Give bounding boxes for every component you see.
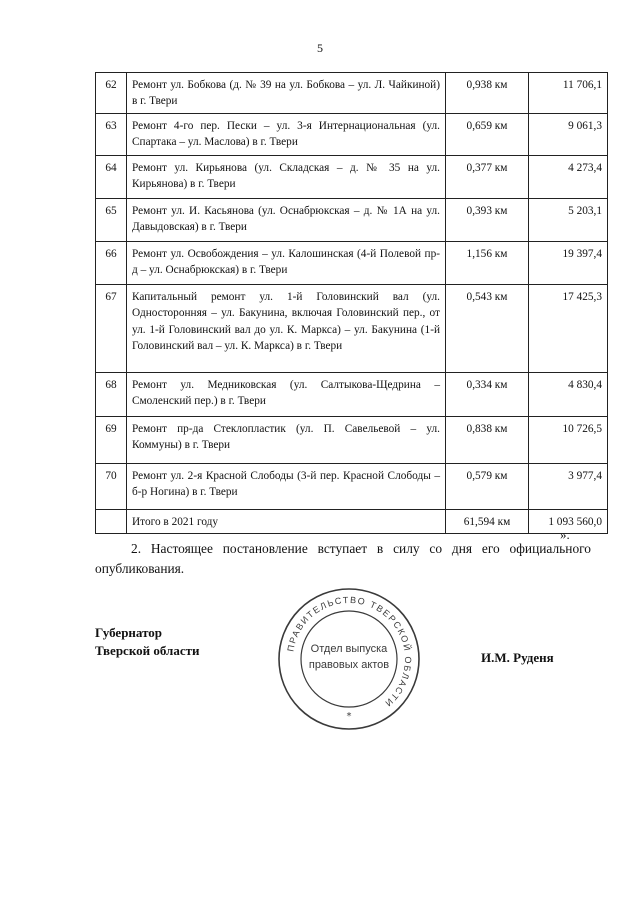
row-length: 1,156 км — [446, 241, 529, 284]
row-description: Ремонт ул. Кирьянова (ул. Складская – д. № 35 на ул. Кирьянова) в г. Твери — [127, 155, 446, 198]
official-stamp — [276, 586, 422, 732]
total-label: Итого в 2021 году — [127, 509, 446, 533]
row-number: 68 — [96, 372, 127, 416]
stamp-line-2: правовых актов — [308, 659, 390, 671]
total-empty-cell — [96, 509, 127, 533]
table-row — [96, 113, 608, 155]
table-row — [96, 73, 608, 114]
total-amount: 1 093 560,0 — [529, 509, 608, 533]
row-number: 67 — [96, 284, 127, 372]
row-number: 64 — [96, 155, 127, 198]
row-length: 0,838 км — [446, 416, 529, 463]
row-number: 62 — [96, 73, 127, 114]
row-description: Ремонт ул. Медниковская (ул. Салтыкова-Щедрина – Смоленский пер.) в г. Твери — [127, 372, 446, 416]
row-length: 0,543 км — [446, 284, 529, 372]
row-description: Ремонт пр-да Стеклопластик (ул. П. Савельевой – ул. Коммуны) в г. Твери — [127, 416, 446, 463]
row-amount: 9 061,3 — [529, 113, 608, 155]
row-length: 0,334 км — [446, 372, 529, 416]
signatory-name: И.М. Руденя — [481, 650, 554, 665]
works-table — [95, 72, 608, 534]
row-amount: 4 273,4 — [529, 155, 608, 198]
row-number: 63 — [96, 113, 127, 155]
position-line-1: Губернатор — [95, 625, 163, 640]
row-number: 69 — [96, 416, 127, 463]
effective-date-paragraph: 2. Настоящее постановление вступает в силу со дня его официального опубликования. — [95, 541, 591, 576]
table-row — [96, 284, 608, 372]
row-description: Ремонт ул. Бобкова (д. № 39 на ул. Бобкова – ул. Л. Чайкиной) в г. Твери — [127, 73, 446, 114]
row-amount: 10 726,5 — [529, 416, 608, 463]
row-description: Ремонт 4-го пер. Пески – ул. 3-я Интернациональная (ул. Спартака – ул. Маслова) в г. Твери — [127, 113, 446, 155]
row-description: Ремонт ул. Освобождения – ул. Калошинская (4-й Полевой пр-д – ул. Оснабрюкская) в г. Твери — [127, 241, 446, 284]
table-row — [96, 416, 608, 463]
table-row — [96, 463, 608, 509]
row-description: Ремонт ул. 2-я Красной Слободы (3-й пер. Красной Слободы – б-р Ногина) в г. Твери — [127, 463, 446, 509]
row-description: Капитальный ремонт ул. 1-й Головинский вал (ул. Односторонняя – ул. Бакунина, включая Головинский пер., от ул. 1-й Головинский вал до ул. К. Маркса) – ул. Бакунина (1-й Головинский вал – ул. К. Маркса) в г. Твери — [127, 284, 446, 372]
row-amount: 17 425,3 — [529, 284, 608, 372]
row-description: Ремонт ул. И. Касьянова (ул. Оснабрюкская – д. № 1А на ул. Давыдовская) в г. Твери — [127, 198, 446, 241]
row-amount: 5 203,1 — [529, 198, 608, 241]
page-number: 5 — [317, 41, 323, 55]
row-number: 65 — [96, 198, 127, 241]
table-row — [96, 155, 608, 198]
row-amount: 11 706,1 — [529, 73, 608, 114]
table-row — [96, 372, 608, 416]
row-length: 0,377 км — [446, 155, 529, 198]
row-amount: 3 977,4 — [529, 463, 608, 509]
total-row — [96, 509, 608, 533]
row-amount: 4 830,4 — [529, 372, 608, 416]
position-line-2: Тверской области — [95, 642, 200, 658]
row-amount: 19 397,4 — [529, 241, 608, 284]
row-length: 0,579 км — [446, 463, 529, 509]
table-row — [96, 198, 608, 241]
total-length: 61,594 км — [446, 509, 529, 533]
signatory-position — [95, 624, 200, 659]
row-length: 0,659 км — [446, 113, 529, 155]
row-number: 66 — [96, 241, 127, 284]
row-number: 70 — [96, 463, 127, 509]
stamp-star-icon: * — [346, 711, 352, 722]
stamp-line-1: Отдел выпуска — [310, 643, 388, 655]
closing-quote: ». — [560, 527, 570, 542]
row-length: 0,938 км — [446, 73, 529, 114]
stamp-ring-text: ПРАВИТЕЛЬСТВО ТВЕРСКОЙ ОБЛАСТИ — [285, 594, 414, 710]
table-row — [96, 241, 608, 284]
row-length: 0,393 км — [446, 198, 529, 241]
